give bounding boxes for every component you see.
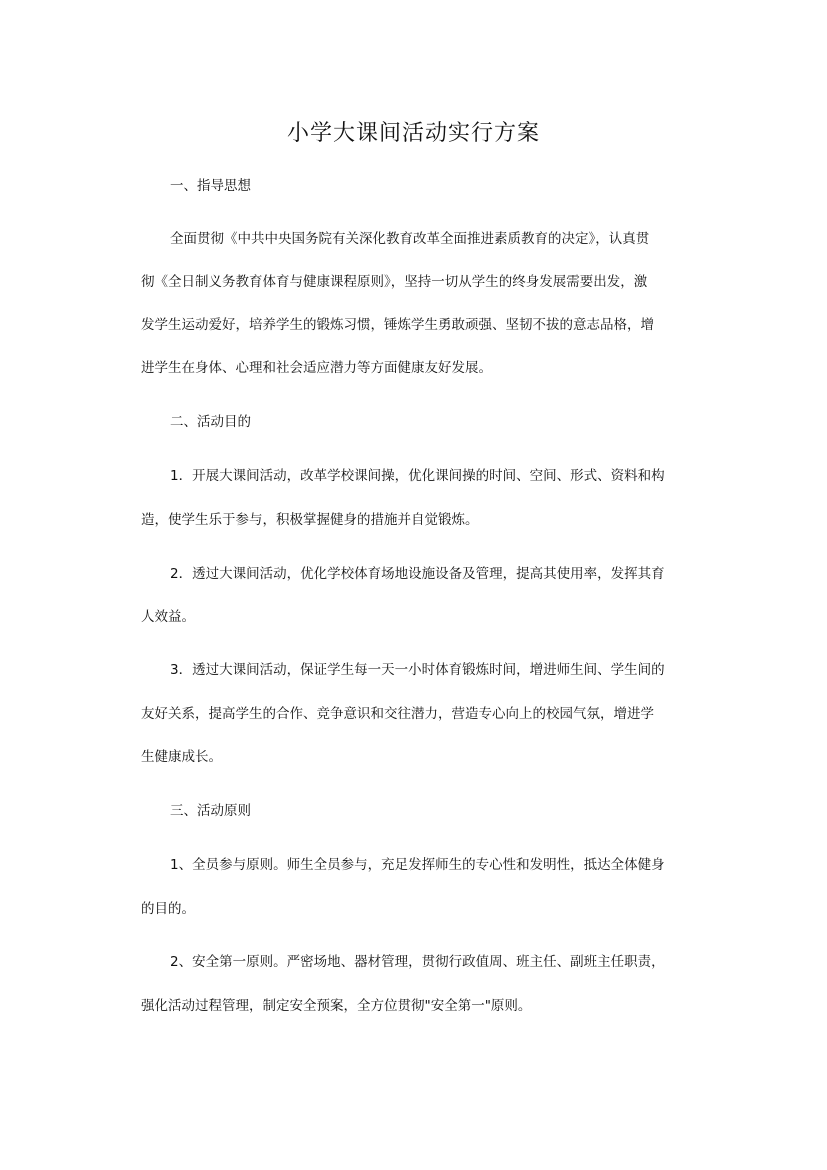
- section-heading-guiding-ideology: 一、指导思想: [170, 178, 251, 194]
- paragraph-line: 1、全员参与原则。师生全员参与，充足发挥师生的专心性和发明性，抵达全体健身: [170, 857, 665, 873]
- paragraph-line: 人效益。: [141, 609, 195, 625]
- paragraph-line: 的目的。: [141, 901, 195, 917]
- paragraph-line: 彻《全日制义务教育体育与健康课程原则》，坚持一切从学生的终身发展需要出发，激: [141, 274, 648, 290]
- paragraph-line: 全面贯彻《中共中央国务院有关深化教育改革全面推进素质教育的决定》，认真贯: [170, 231, 650, 247]
- section-heading-activity-purpose: 二、活动目的: [170, 414, 251, 430]
- paragraph-line: 造，使学生乐于参与，积极掌握健身的措施并自觉锻炼。: [141, 512, 479, 528]
- paragraph-line: 强化活动过程管理，制定安全预案，全方位贯彻"安全第一"原则。: [141, 998, 532, 1014]
- paragraph-line: 1．开展大课间活动，改革学校课间操，优化课间操的时间、空间、形式、资料和构: [170, 468, 665, 484]
- paragraph-line: 友好关系，提高学生的合作、竞争意识和交往潜力，营造专心向上的校园气氛，增进学: [141, 706, 654, 722]
- section-heading-activity-principles: 三、活动原则: [170, 803, 251, 819]
- paragraph-line: 3．透过大课间活动，保证学生每一天一小时体育锻炼时间，增进师生间、学生间的: [170, 662, 665, 678]
- paragraph-line: 2、安全第一原则。严密场地、器材管理，贯彻行政值周、班主任、副班主任职责，: [170, 954, 665, 970]
- paragraph-line: 进学生在身体、心理和社会适应潜力等方面健康友好发展。: [141, 360, 492, 376]
- document-title: 小学大课间活动实行方案: [286, 121, 540, 146]
- paragraph-line: 生健康成长。: [141, 749, 222, 765]
- paragraph-line: 2．透过大课间活动，优化学校体育场地设施设备及管理，提高其使用率，发挥其育: [170, 566, 665, 582]
- paragraph-line: 发学生运动爱好，培养学生的锻炼习惯，锤炼学生勇敢顽强、坚韧不拔的意志品格，增: [141, 317, 654, 333]
